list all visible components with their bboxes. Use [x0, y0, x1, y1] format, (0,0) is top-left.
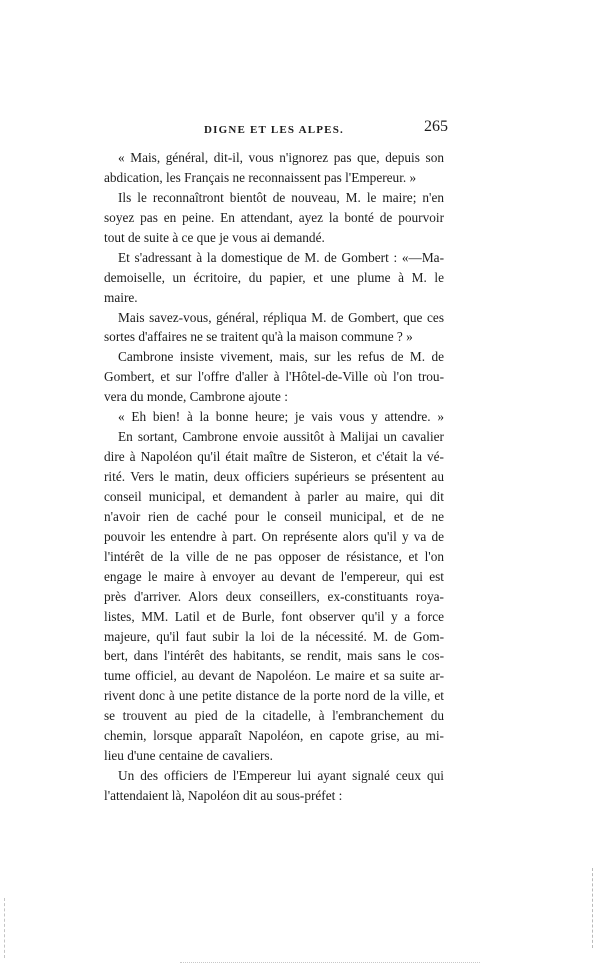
- text-line: chemin, lorsque apparaît Napoléon, en capote grise, au mi-: [104, 728, 444, 744]
- text-line: tout de suite à ce que je vous ai demandé.: [104, 229, 325, 245]
- scan-edge-mark: [592, 868, 594, 948]
- text-line: Et s'adressant à la domestique de M. de Gombert : «—Ma-: [118, 249, 444, 265]
- page-number: 265: [424, 118, 448, 135]
- text-line: conseil municipal, et demandent à parler au maire, qui dit: [104, 488, 444, 504]
- running-title: DIGNE ET LES ALPES.: [204, 124, 344, 136]
- text-line: bert, dans l'intérêt des habitants, se rendit, mais sans le cos-: [104, 648, 444, 664]
- text-line: l'intérêt de la ville de ne pas opposer de résistance, et l'on: [104, 548, 444, 564]
- text-line: l'attendaient là, Napoléon dit au sous-préfet :: [104, 788, 343, 803]
- text-line: vera du monde, Cambrone ajoute :: [104, 389, 288, 405]
- text-line: engage le maire à envoyer au devant de l'empereur, qui est: [104, 568, 444, 584]
- text-line: majeure, qu'il faut subir la loi de la nécessité. M. de Gom-: [104, 628, 444, 644]
- text-line: n'avoir rien de caché pour le conseil municipal, et de ne: [104, 508, 444, 524]
- text-line: rité. Vers le matin, deux officiers supérieurs se présentent au: [104, 469, 444, 484]
- body-text: [104, 148, 444, 806]
- text-line: rivent donc à une petite distance de la porte nord de la ville, et: [104, 688, 444, 704]
- text-line: Un des officiers de l'Empereur lui ayant signalé ceux qui: [118, 768, 444, 784]
- text-line: Ils le reconnaîtront bientôt de nouveau, M. le maire; n'en: [118, 189, 444, 205]
- scan-bottom-dots: [180, 962, 480, 965]
- text-line: Gombert, et sur l'offre d'aller à l'Hôtel-de-Ville où l'on trou-: [104, 369, 444, 385]
- text-line: soyez pas en peine. En attendant, ayez la bonté de pourvoir: [104, 209, 444, 225]
- text-line: Cambrone insiste vivement, mais, sur les refus de M. de: [118, 349, 444, 365]
- text-line: demoiselle, un écritoire, du papier, et une plume à M. le: [104, 269, 444, 285]
- text-line: près d'arriver. Alors deux conseillers, ex-constituants roya-: [104, 588, 444, 604]
- text-line: abdication, les Français ne reconnaissent pas l'Empereur. »: [104, 169, 417, 185]
- text-line: lieu d'une centaine de cavaliers.: [104, 748, 273, 764]
- text-line: sortes d'affaires ne se traitent qu'à la maison commune ? »: [104, 329, 413, 345]
- text-line: Mais savez-vous, général, répliqua M. de Gombert, que ces: [118, 309, 444, 325]
- scan-edge-mark: [4, 898, 6, 958]
- page-header: [104, 120, 448, 140]
- text-line: pouvoir les entendre à part. On représente alors qu'il y va de: [104, 528, 444, 544]
- text-line: dire à Napoléon qu'il était maître de Sisteron, et c'était la vé-: [104, 449, 444, 465]
- text-line: « Eh bien! à la bonne heure; je vais vous y attendre. »: [118, 409, 444, 425]
- text-line: listes, MM. Latil et de Burle, font observer qu'il y a force: [104, 608, 444, 624]
- text-line: tume officiel, au devant de Napoléon. Le maire et sa suite ar-: [104, 668, 444, 684]
- text-line: se trouvent au pied de la citadelle, à l'embranchement du: [104, 708, 444, 724]
- text-line: En sortant, Cambrone envoie aussitôt à Malijai un cavalier: [118, 429, 444, 445]
- text-line: « Mais, général, dit-il, vous n'ignorez pas que, depuis son: [118, 150, 444, 165]
- text-line: maire.: [104, 289, 138, 305]
